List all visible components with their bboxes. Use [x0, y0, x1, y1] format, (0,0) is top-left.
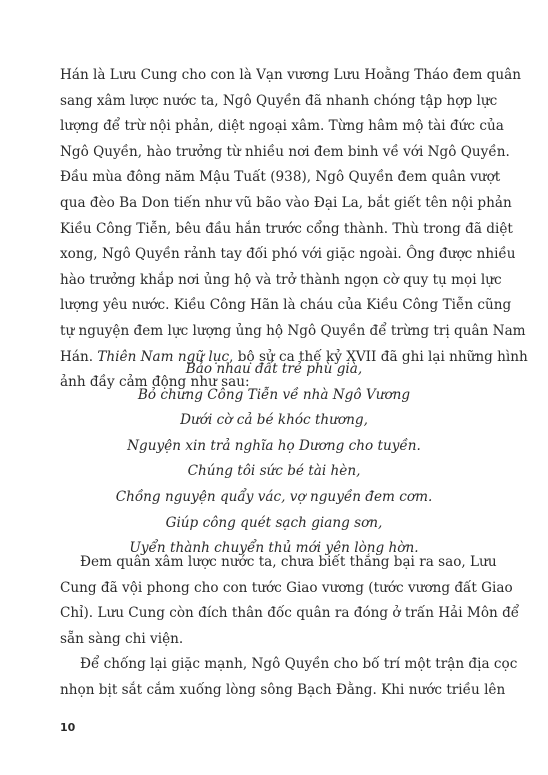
poem-line: Chồng nguyện quẩy vác, vợ nguyền đem cơm. — [115, 488, 433, 505]
paragraph-3 — [60, 652, 518, 703]
text-line: sẵn sàng chi viện. — [60, 630, 184, 647]
poem-line: Giúp công quét sạch giang sơn, — [165, 514, 383, 531]
poem-line: Chúng tôi sức bé tài hèn, — [187, 463, 361, 480]
text-line: xong, Ngô Quyền rảnh tay đối phó với giặc ngoài. Ông được nhiều — [60, 246, 516, 263]
text-line: tự nguyện đem lực lượng ủng hộ Ngô Quyền để trừng trị quân Nam — [60, 322, 526, 339]
page-number: 10 — [60, 721, 76, 734]
poem-line: Nguyện xin trả nghĩa họ Dương cho tuyền. — [127, 437, 421, 454]
paragraph-2 — [60, 550, 520, 652]
book-title: Thiên Nam ngữ lục — [97, 348, 230, 365]
text-line: Kiều Công Tiễn, bêu đầu hắn trước cổng thành. Thù trong đã diệt — [60, 220, 513, 237]
text-line: Đem quân xâm lược nước ta, chưa biết thắng bại ra sao, Lưu — [80, 554, 497, 570]
text-line: Cung đã vội phong cho con tước Giao vương (tước vương đất Giao — [60, 579, 513, 596]
text-line: Chỉ). Lưu Cung còn đích thân đốc quân ra đóng ở trấn Hải Môn để — [60, 605, 520, 622]
text-line: lượng yêu nước. Kiều Công Hãn là cháu của Kiều Công Tiễn cũng — [60, 297, 512, 314]
poem-line: Dưới cờ cả bé khóc thương, — [180, 412, 368, 429]
text-line: qua đèo Ba Don tiến như vũ bão vào Đại La, bắt giết tên nội phản — [60, 194, 512, 211]
text-fragment: , bộ sử ca thế kỷ XVII đã ghi lại những hình — [229, 348, 528, 365]
text-line: ảnh đầy cảm động như sau: — [60, 374, 250, 391]
text-line: lượng để trừ nội phản, diệt ngoại xâm. Từng hâm mộ tài đức của — [60, 118, 504, 135]
poem-line: Bỏ chưng Công Tiễn về nhà Ngô Vương — [137, 386, 411, 403]
text-line: Để chống lại giặc mạnh, Ngô Quyền cho bố trí một trận địa cọc — [80, 656, 518, 672]
poem-verse — [60, 357, 488, 562]
text-line: hào trưởng khắp nơi ủng hộ và trở thành ngọn cờ quy tụ mọi lực — [60, 271, 502, 288]
text-line: Đầu mùa đông năm Mậu Tuất (938), Ngô Quyền đem quân vượt — [60, 169, 501, 186]
text-line: Hán là Lưu Cung cho con là Vạn vương Lưu Hoằng Tháo đem quân — [60, 67, 521, 83]
poem-line: Bảo nhau đất trẻ phù già, — [185, 361, 363, 377]
text-fragment: Hán. — [60, 348, 98, 365]
poem-line: Uyển thành chuyển thủ mới yên lòng hờn. — [129, 540, 419, 557]
paragraph-1 — [60, 63, 528, 396]
text-line: nhọn bịt sắt cắm xuống lòng sông Bạch Đằng. Khi nước triều lên — [60, 681, 506, 698]
text-line: sang xâm lược nước ta, Ngô Quyền đã nhanh chóng tập hợp lực — [60, 92, 498, 109]
text-line: Ngô Quyền, hào trưởng từ nhiều nơi đem binh về với Ngô Quyền. — [60, 143, 510, 160]
